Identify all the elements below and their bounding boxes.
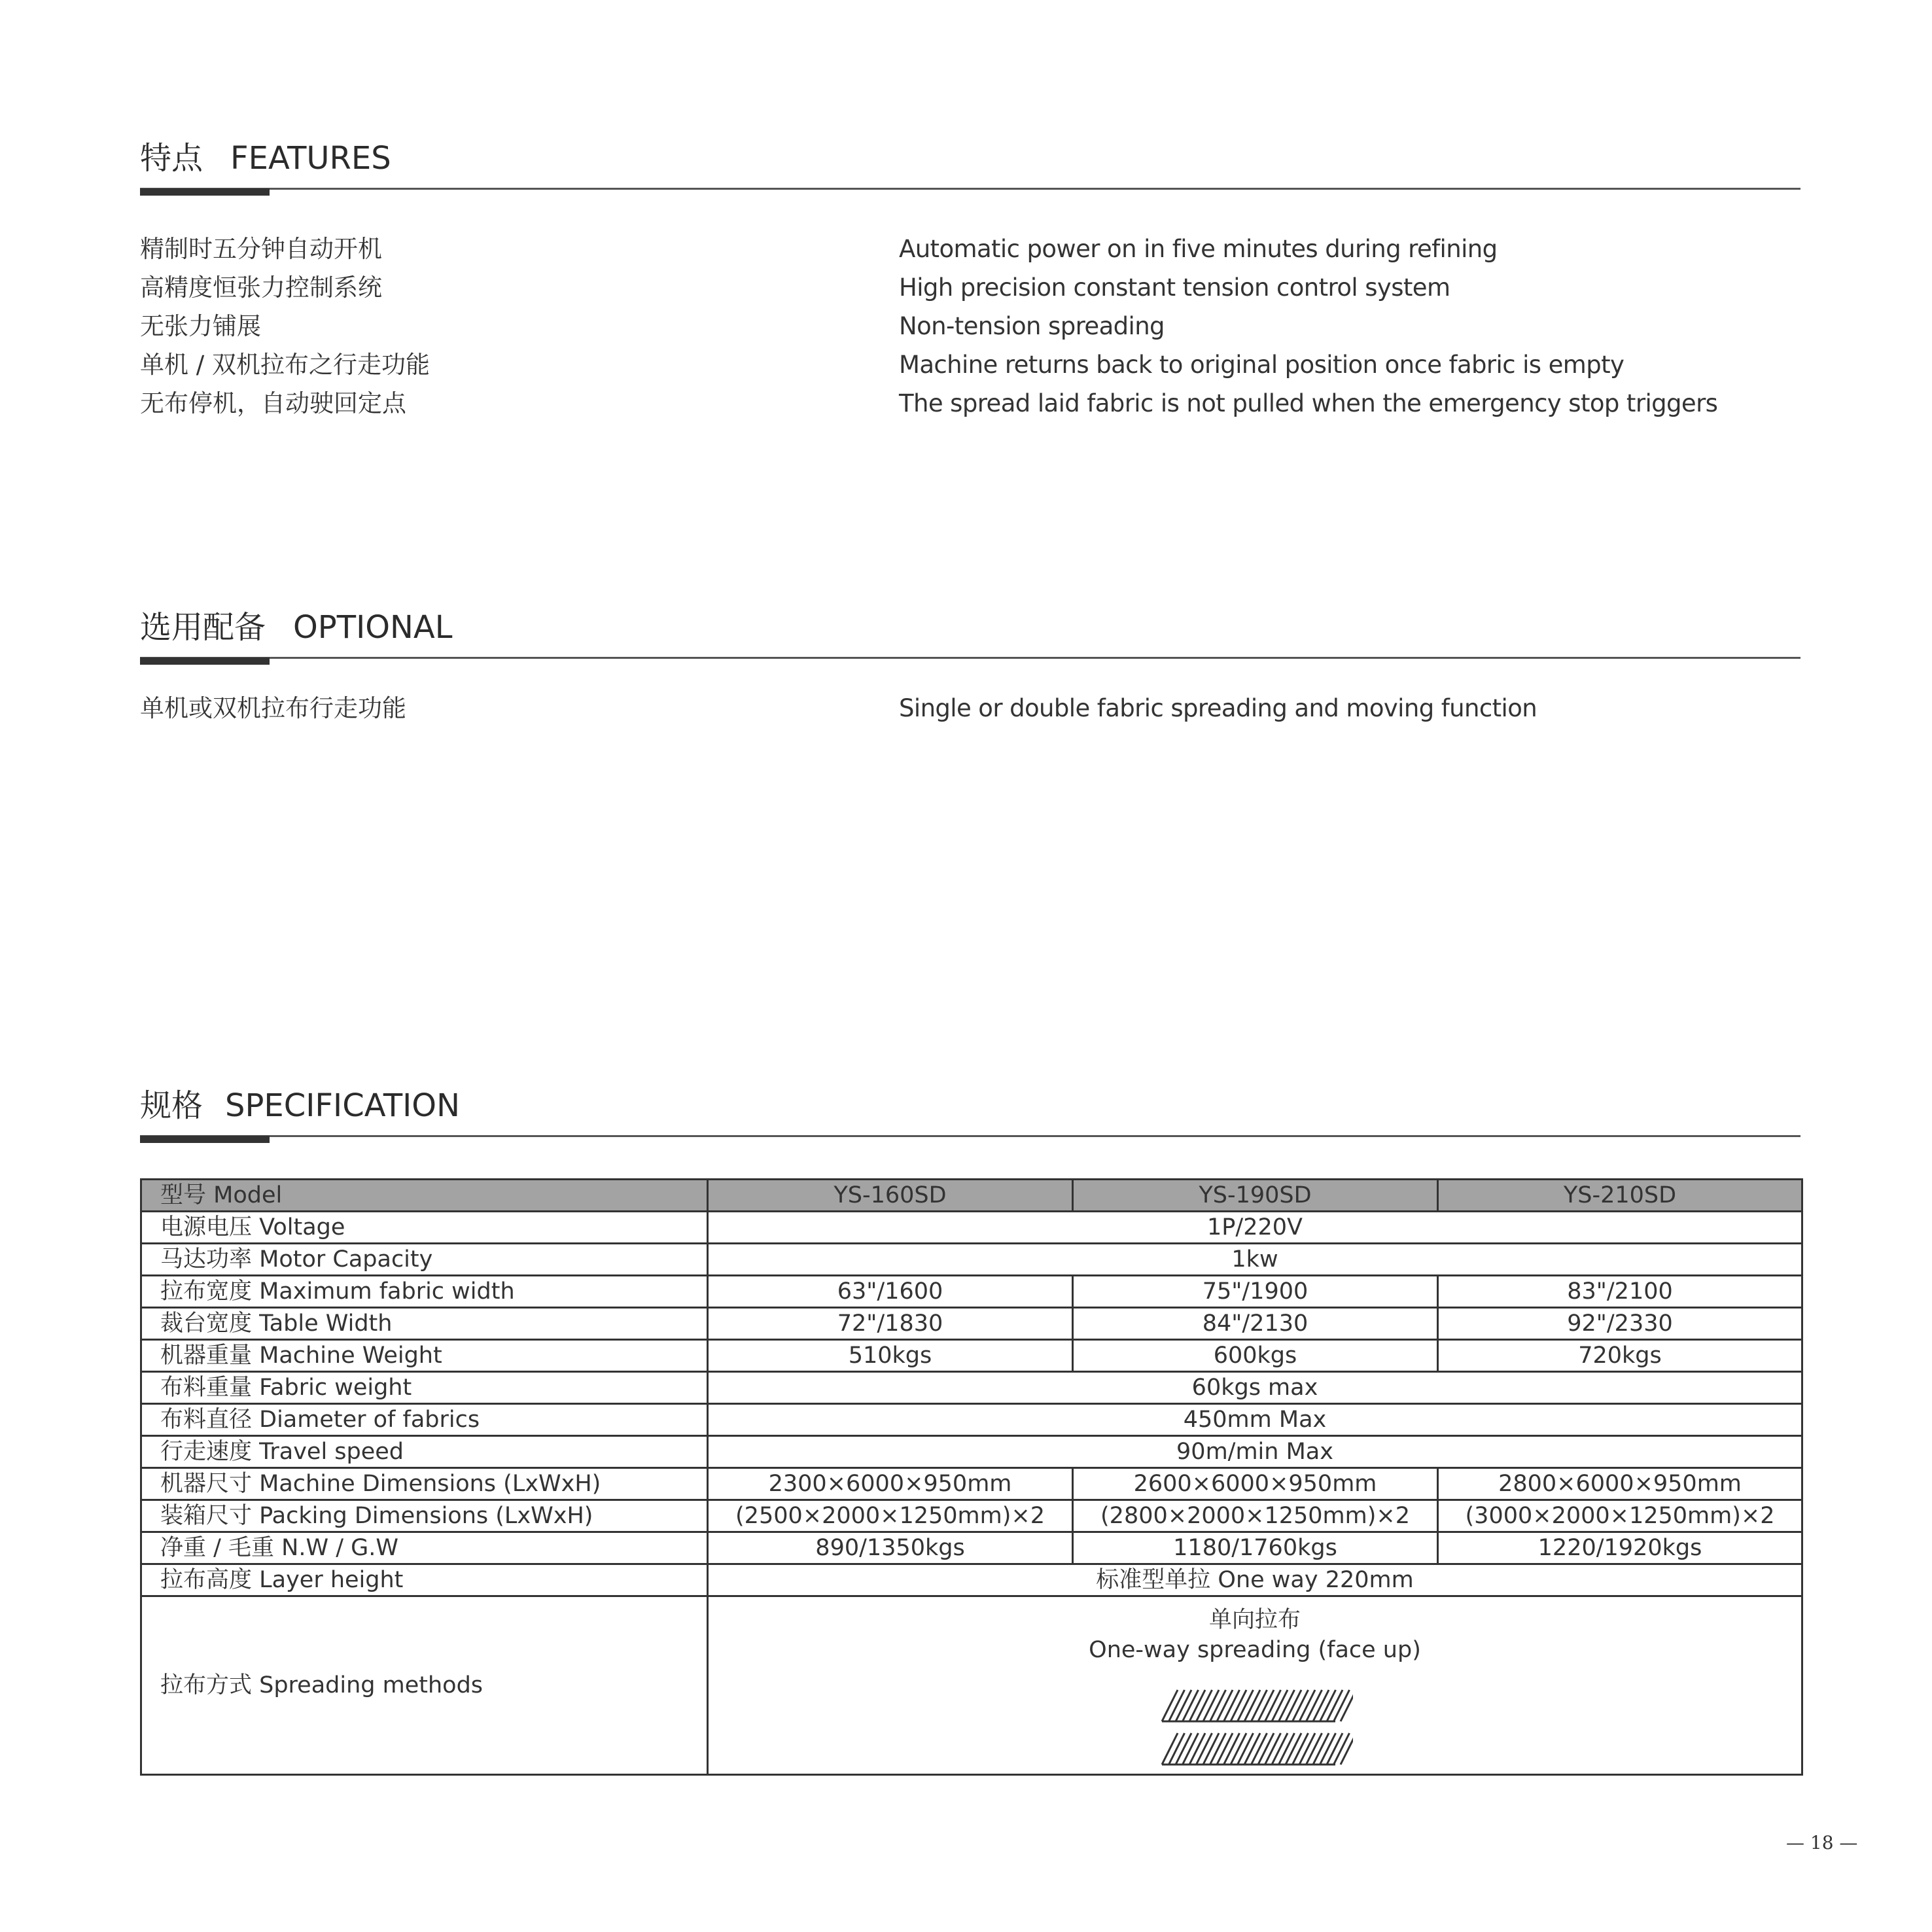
features-title-en: FEATURES [230,140,391,177]
table-row-fabric-width [141,1276,1802,1308]
row-label: 机器重量 Machine Weight [141,1340,708,1372]
features-section-header [140,124,1800,190]
spreading-method-cn: 单向拉布 [1208,1607,1301,1633]
cell-value: 92"/2330 [1438,1308,1802,1340]
cell-value: 1kw [708,1244,1802,1276]
table-row-layer-height [141,1564,1802,1596]
row-label: 拉布宽度 Maximum fabric width [141,1276,708,1308]
row-label: 拉布方式 Spreading methods [141,1596,708,1775]
row-label: 电源电压 Voltage [141,1212,708,1244]
cell-value: 63"/1600 [708,1276,1073,1308]
optional-item-en: Single or double fabric spreading and moving function [899,694,1537,722]
cell-value: 60kgs max [708,1372,1802,1404]
features-title-cn: 特点 [140,140,203,177]
fabric-layers-icon [1157,1685,1353,1770]
specification-title-en: SPECIFICATION [225,1087,460,1124]
specification-section-header [140,1072,1800,1137]
fabric-layer-top-icon [1162,1690,1353,1721]
table-row-motor [141,1244,1802,1276]
cell-value: 75"/1900 [1073,1276,1438,1308]
optional-accent-bar [140,658,270,665]
feature-item-cn: 精制时五分钟自动开机 [140,235,382,263]
optional-list-en [899,689,1537,728]
spreading-method-cell [708,1596,1802,1775]
feature-item-en: Non-tension spreading [899,312,1165,340]
row-label: 裁台宽度 Table Width [141,1308,708,1340]
cell-value: 890/1350kgs [708,1532,1073,1564]
table-row-voltage [141,1212,1802,1244]
cell-value: 1220/1920kgs [1438,1532,1802,1564]
cell-value: 1P/220V [708,1212,1802,1244]
specification-accent-bar [140,1136,270,1143]
features-list-en [899,230,1717,423]
cell-value: 90m/min Max [708,1436,1802,1468]
cell-value: 72"/1830 [708,1308,1073,1340]
row-label: 拉布高度 Layer height [141,1564,708,1596]
row-label: 行走速度 Travel speed [141,1436,708,1468]
cell-value: 720kgs [1438,1340,1802,1372]
table-row-spreading-methods [141,1596,1802,1775]
feature-item-en: Automatic power on in five minutes during refining [899,235,1498,263]
cell-value: 600kgs [1073,1340,1438,1372]
optional-list-cn [140,689,406,728]
cell-value: 83"/2100 [1438,1276,1802,1308]
row-label: 布料直径 Diameter of fabrics [141,1404,708,1436]
spreading-method-en: One-way spreading (face up) [1089,1637,1421,1663]
feature-item-en: The spread laid fabric is not pulled when the emergency stop triggers [899,389,1718,417]
specification-table [140,1178,1803,1776]
fabric-layer-bottom-icon [1162,1733,1353,1765]
table-row-packing-dimensions [141,1500,1802,1532]
specification-title-cn: 规格 [140,1087,203,1124]
cell-value: (3000×2000×1250mm)×2 [1438,1500,1802,1532]
row-label: 净重 / 毛重 N.W / G.W [141,1532,708,1564]
row-label: 机器尺寸 Machine Dimensions (LxWxH) [141,1468,708,1500]
feature-item-en: High precision constant tension control system [899,273,1450,302]
cell-value: (2800×2000×1250mm)×2 [1073,1500,1438,1532]
row-label: 布料重量 Fabric weight [141,1372,708,1404]
optional-title [140,602,452,647]
optional-section-header [140,593,1800,659]
specification-divider [140,1135,1800,1137]
table-header-row [141,1180,1802,1212]
page-number: — 18 — [1786,1832,1858,1853]
cell-value: (2500×2000×1250mm)×2 [708,1500,1073,1532]
optional-title-en: OPTIONAL [293,609,453,646]
cell-value: 1180/1760kgs [1073,1532,1438,1564]
features-title [140,133,391,178]
table-row-diameter [141,1404,1802,1436]
model-name: YS-160SD [708,1180,1073,1212]
features-accent-bar [140,188,270,196]
cell-value: 450mm Max [708,1404,1802,1436]
model-name: YS-210SD [1438,1180,1802,1212]
optional-item-cn: 单机或双机拉布行走功能 [140,694,406,722]
cell-value: 标准型单拉 One way 220mm [708,1564,1802,1596]
cell-value: 2300×6000×950mm [708,1468,1073,1500]
table-row-nw-gw [141,1532,1802,1564]
specification-title [140,1080,460,1125]
optional-title-cn: 选用配备 [140,609,266,646]
feature-item-cn: 无布停机，自动驶回定点 [140,389,406,417]
model-name: YS-190SD [1073,1180,1438,1212]
header-label: 型号 Model [141,1180,708,1212]
row-label: 马达功率 Motor Capacity [141,1244,708,1276]
table-row-machine-dimensions [141,1468,1802,1500]
feature-item-cn: 单机 / 双机拉布之行走功能 [140,351,430,379]
feature-item-cn: 无张力铺展 [140,312,261,340]
feature-item-en: Machine returns back to original position once fabric is empty [899,351,1625,379]
features-list-cn [140,230,430,423]
row-label: 装箱尺寸 Packing Dimensions (LxWxH) [141,1500,708,1532]
cell-value: 2800×6000×950mm [1438,1468,1802,1500]
table-row-travel-speed [141,1436,1802,1468]
optional-divider [140,657,1800,659]
feature-item-cn: 高精度恒张力控制系统 [140,273,382,302]
cell-value: 510kgs [708,1340,1073,1372]
table-row-fabric-weight [141,1372,1802,1404]
cell-value: 84"/2130 [1073,1308,1438,1340]
features-divider [140,188,1800,190]
table-row-machine-weight [141,1340,1802,1372]
table-row-table-width [141,1308,1802,1340]
cell-value: 2600×6000×950mm [1073,1468,1438,1500]
